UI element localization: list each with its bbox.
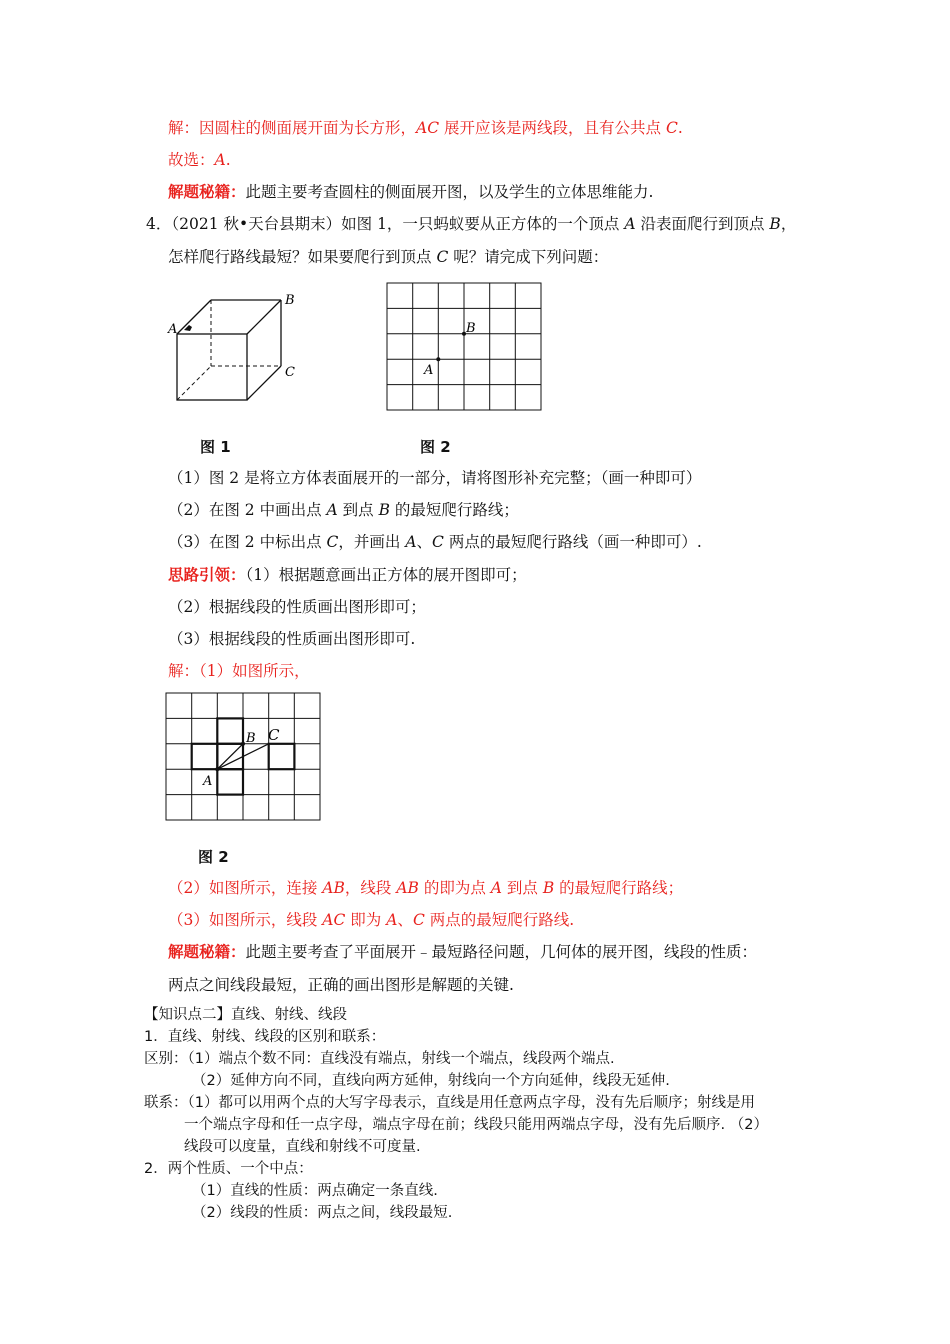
knowledge-text: （2）延伸方向不同，直线向两方延伸，射线向一个方向延伸，线段无延伸. xyxy=(192,1073,670,1089)
figure-caption: 图 2 xyxy=(198,848,229,866)
question-1: （1）图 2 是将立方体表面展开的一部分，请将图形补充完整；（画一种即可） xyxy=(168,469,702,487)
point-B xyxy=(241,742,245,746)
knowledge-text: 区别：（1）端点个数不同：直线没有端点，射线一个端点，线段两个端点. xyxy=(144,1051,615,1067)
point-A xyxy=(436,357,440,361)
knowledge-heading: 2．两个性质、一个中点： xyxy=(144,1161,313,1177)
question-2: （2）在图 2 中画出点 A 到点 B 的最短爬行路线； xyxy=(168,501,519,519)
cube-edge xyxy=(177,300,211,334)
label-B: B xyxy=(285,293,295,308)
solution-grid-figure xyxy=(160,688,330,828)
cube-edge xyxy=(247,300,281,334)
label-A: A xyxy=(424,363,434,378)
knowledge-heading: 1．直线、射线、线段的区别和联系： xyxy=(144,1029,386,1045)
label-B: B xyxy=(246,731,256,746)
label-A: A xyxy=(168,322,178,337)
label-C: C xyxy=(285,365,295,380)
solution-tip-2: 两点之间线段最短，正确的画出图形是解题的关键. xyxy=(168,976,514,994)
question-3: （3）在图 2 中标出点 C，并画出 A、C 两点的最短爬行路线（画一种即可）. xyxy=(168,533,702,551)
cube-hidden-edge xyxy=(177,366,211,400)
hint-line-3: （3）根据线段的性质画出图形即可. xyxy=(168,630,416,648)
solution-line: 解：因圆柱的侧面展开面为长方形，AC 展开应该是两线段，且有公共点 C. xyxy=(168,119,683,137)
solution-tip: 解题秘籍：此题主要考查圆柱的侧面展开图，以及学生的立体思维能力. xyxy=(168,182,654,201)
segment-AB xyxy=(217,744,243,769)
knowledge-text: 线段可以度量，直线和射线不可度量. xyxy=(184,1139,421,1155)
problem-stem-2: 怎样爬行路线最短？如果要爬行到顶点 C 呢？请完成下列问题： xyxy=(168,248,609,266)
knowledge-text: （2）线段的性质：两点之间，线段最短. xyxy=(192,1205,453,1221)
solution-line-2: （2）如图所示，连接 AB，线段 AB 的即为点 A 到点 B 的最短爬行路线； xyxy=(168,879,684,897)
grid-figure xyxy=(380,278,550,418)
label-A: A xyxy=(203,774,213,789)
cube-edge xyxy=(247,366,281,400)
solution-line: 解：（1）如图所示， xyxy=(168,662,310,680)
solution-tip: 解题秘籍：此题主要考查了平面展开﹣最短路径问题，几何体的展开图，线段的性质： xyxy=(168,942,758,961)
cube-figure xyxy=(165,290,305,410)
problem-stem: 4．（2021 秋•天台县期末）如图 1，一只蚂蚁要从正方体的一个顶点 A 沿表面爬行到顶点 B， xyxy=(146,215,797,233)
hint-line-2: （2）根据线段的性质画出图形即可； xyxy=(168,598,426,616)
point-A xyxy=(215,767,219,771)
label-B: B xyxy=(466,321,476,336)
knowledge-text: （1）直线的性质：两点确定一条直线. xyxy=(192,1183,438,1199)
figure-caption: 图 2 xyxy=(420,438,451,456)
answer-choice: 故选：A. xyxy=(168,151,231,169)
knowledge-text: 联系：（1）都可以用两个点的大写字母表示，直线是用任意两点字母，没有先后顺序；射线是用 xyxy=(144,1095,755,1111)
figure-caption: 图 1 xyxy=(200,438,231,456)
solution-line-3: （3）如图所示，线段 AC 即为 A、C 两点的最短爬行路线. xyxy=(168,911,575,929)
hint-line: 思路引领：（1）根据题意画出正方体的展开图即可； xyxy=(168,565,527,584)
section-title: 【知识点二】直线、射线、线段 xyxy=(144,1007,347,1023)
label-C: C xyxy=(268,726,280,744)
knowledge-text: 一个端点字母和任一点字母，端点字母在前；线段只能用两端点字母，没有先后顺序. （2） xyxy=(184,1117,768,1133)
